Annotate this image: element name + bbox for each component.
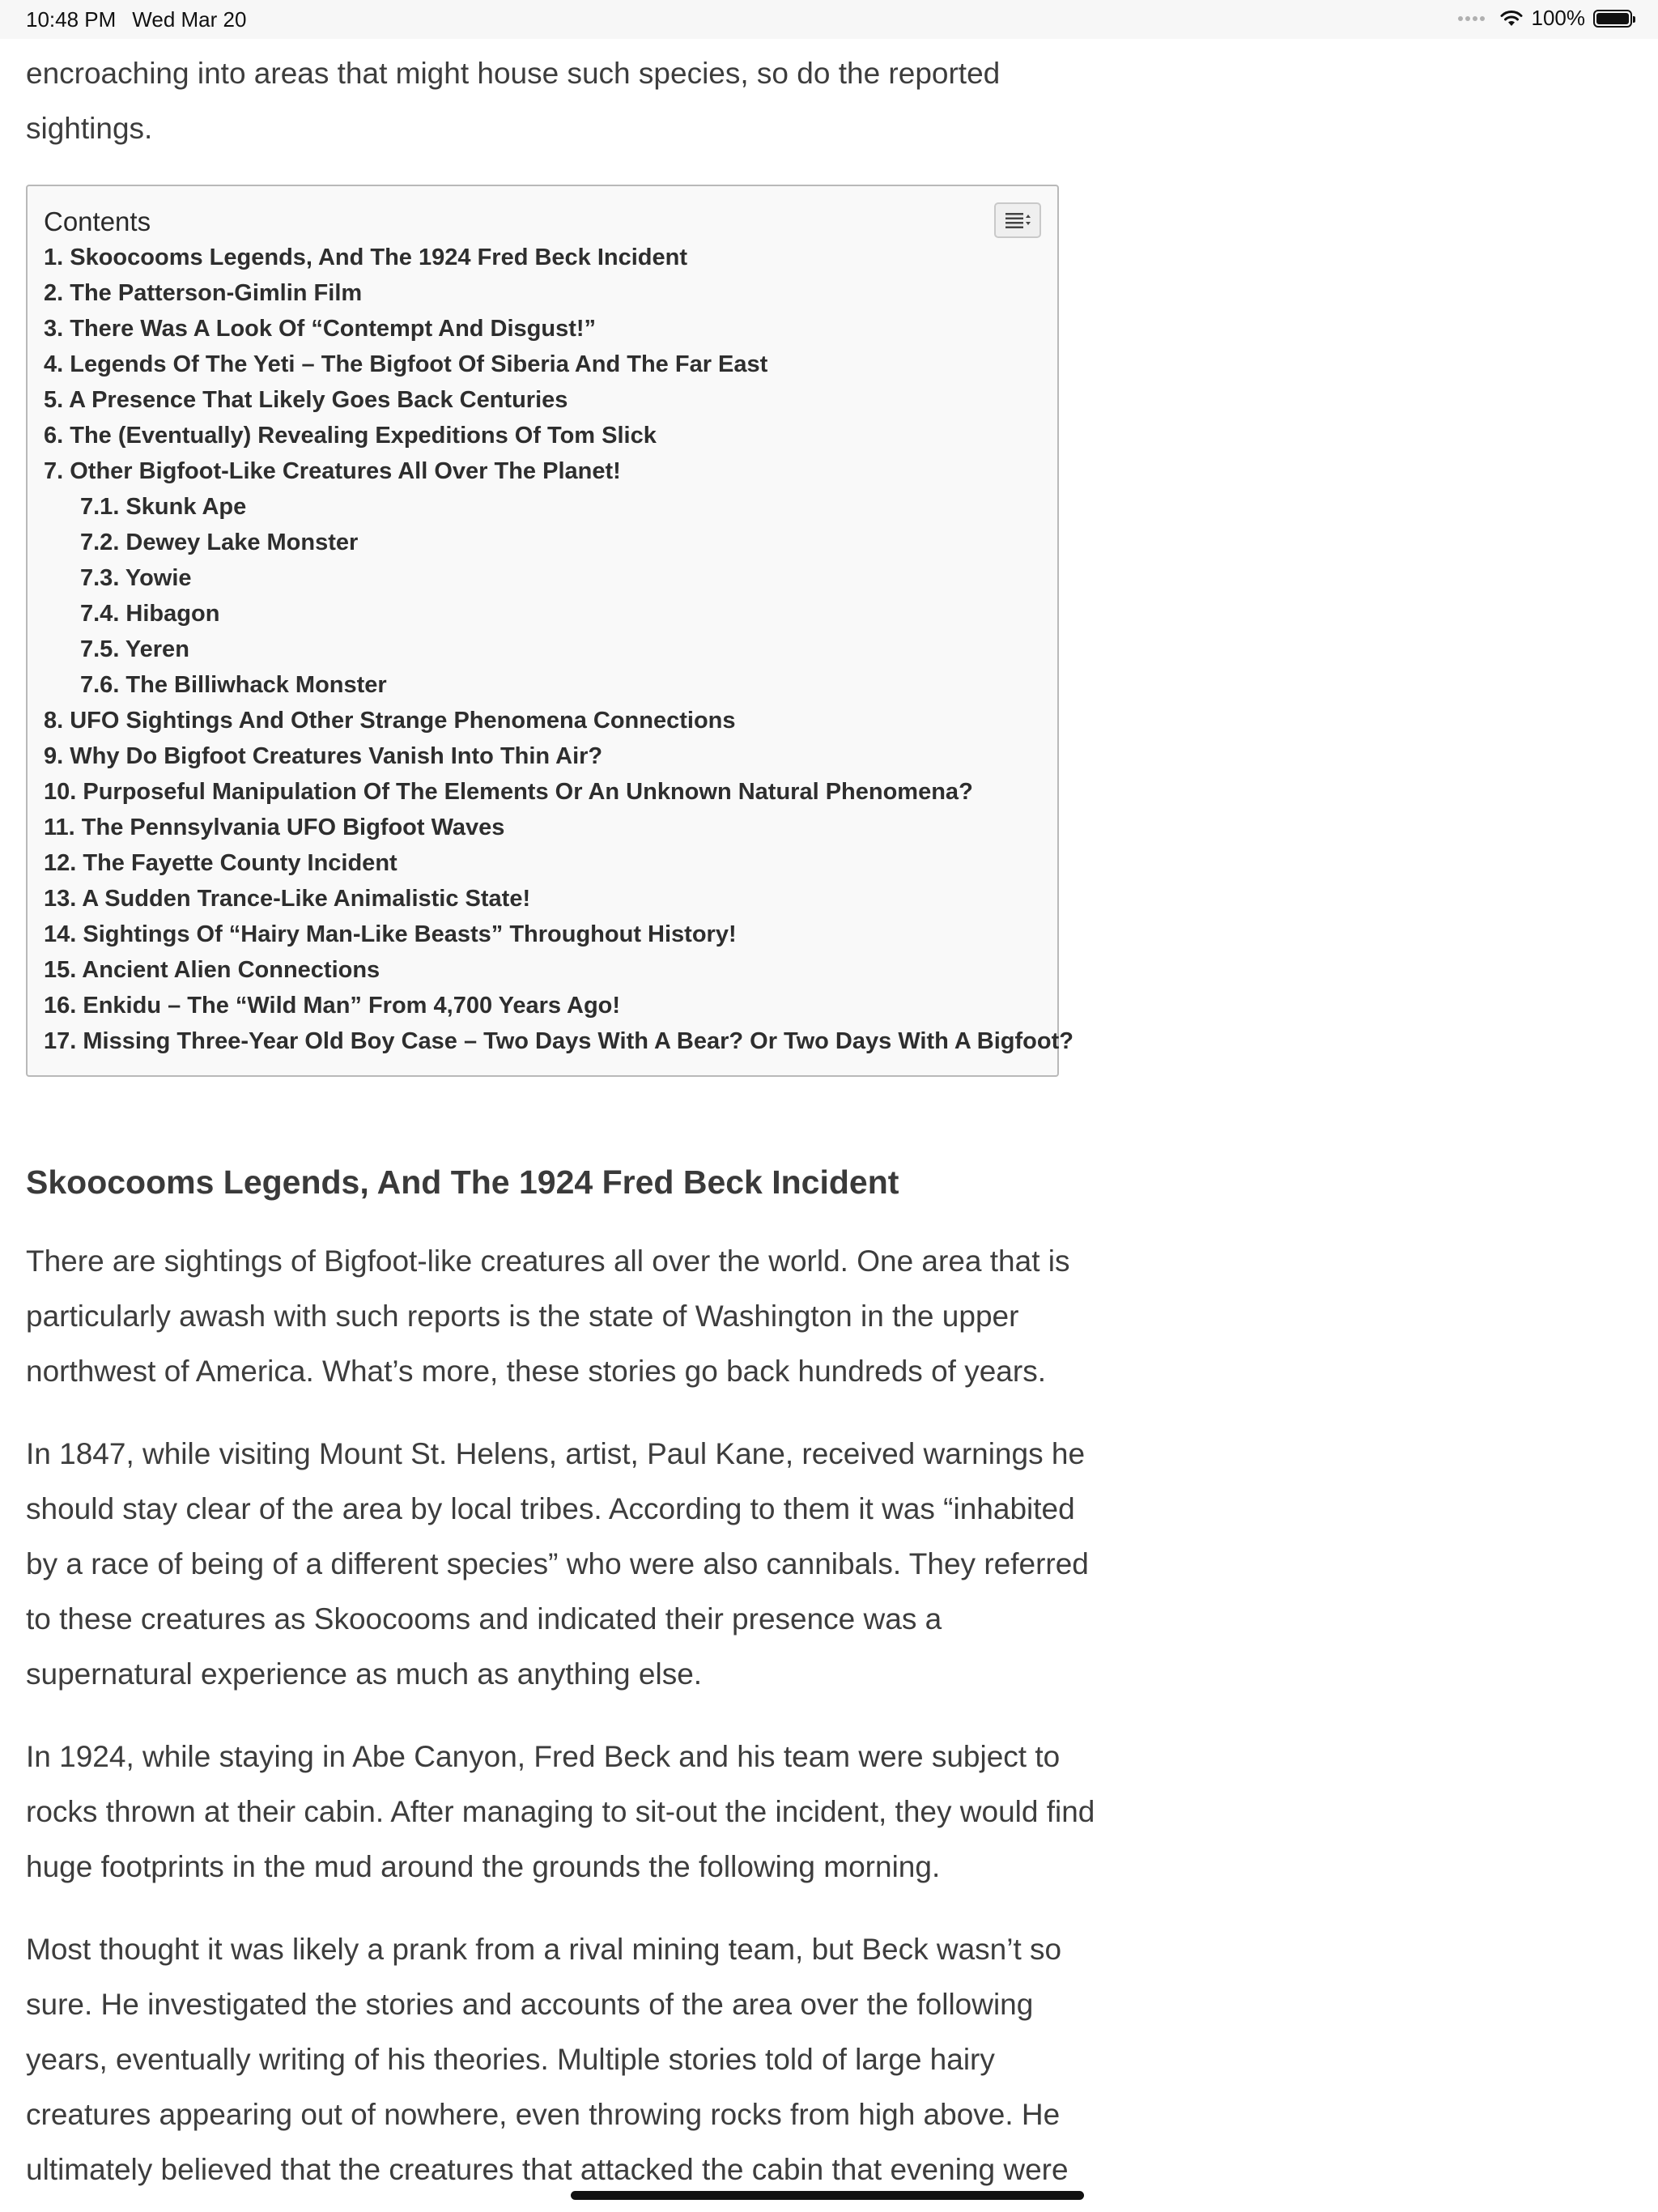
- toc-link[interactable]: 7.3. Yowie: [80, 565, 192, 591]
- body-paragraph-1: There are sightings of Bigfoot-like creatures all over the world. One area that is particularly awash with such reports is the state of Washington in the upper northwest of America. What’s more, these stories go back hundreds of years.: [26, 1244, 1070, 1388]
- status-time: 10:48 PM: [26, 7, 117, 32]
- toc-list: [44, 240, 1073, 1059]
- home-indicator[interactable]: [571, 2191, 1084, 2200]
- toc-link[interactable]: 1. Skoocooms Legends, And The 1924 Fred Beck Incident: [44, 245, 688, 270]
- status-indicators: [1458, 6, 1633, 31]
- body-paragraph-2: In 1847, while visiting Mount St. Helens, artist, Paul Kane, received warnings he should stay clear of the area by local tribes. According to them it was “inhabited by a race of being of a different species” who were also cannibals. They referred to these creatures as Skoocooms and indicated their presence was a supernatural experience as much as anything else.: [26, 1437, 1089, 1691]
- table-of-contents: [26, 185, 1073, 1077]
- toc-link[interactable]: 4. Legends Of The Yeti – The Bigfoot Of Siberia And The Far East: [44, 351, 768, 377]
- toc-link[interactable]: 11. The Pennsylvania UFO Bigfoot Waves: [44, 815, 505, 840]
- toc-title: Contents: [44, 206, 151, 236]
- status-date: Wed Mar 20: [132, 7, 247, 32]
- toc-link[interactable]: 7. Other Bigfoot-Like Creatures All Over The Planet!: [44, 458, 621, 484]
- toc-link[interactable]: 16. Enkidu – The “Wild Man” From 4,700 Years Ago!: [44, 993, 621, 1019]
- toc-toggle-button[interactable]: [994, 202, 1041, 238]
- cellular-signal-icon: [1458, 16, 1485, 21]
- toc-link[interactable]: 13. A Sudden Trance-Like Animalistic State!: [44, 886, 531, 912]
- toc-link[interactable]: 7.1. Skunk Ape: [80, 494, 247, 520]
- toc-link[interactable]: 8. UFO Sightings And Other Strange Phenomena Connections: [44, 708, 736, 734]
- toc-link[interactable]: 3. There Was A Look Of “Contempt And Disgust!”: [44, 316, 597, 342]
- article: [26, 39, 1103, 2197]
- toc-link[interactable]: 2. The Patterson-Gimlin Film: [44, 280, 363, 306]
- toc-link[interactable]: 15. Ancient Alien Connections: [44, 957, 380, 983]
- body-paragraph-4: Most thought it was likely a prank from a rival mining team, but Beck wasn’t so sure. He investigated the stories and accounts of the area over the following years, eventually writing of his theories. Multiple stories told of large hairy creatures appearing out of nowhere, even throwing rocks from high above. He ultimately believed that the creatures that attacked the cabin that evening were: [26, 1933, 1069, 2186]
- toc-link[interactable]: 7.4. Hibagon: [80, 601, 220, 627]
- toc-link[interactable]: 7.2. Dewey Lake Monster: [80, 530, 359, 555]
- toc-link[interactable]: 7.5. Yeren: [80, 636, 189, 662]
- status-bar: [0, 0, 1658, 39]
- toc-link[interactable]: 5. A Presence That Likely Goes Back Centuries: [44, 387, 568, 413]
- list-toggle-icon: [1004, 211, 1031, 229]
- toc-link[interactable]: 17. Missing Three-Year Old Boy Case – Two Days With A Bear? Or Two Days With A Bigfoot?: [44, 1028, 1073, 1054]
- section-heading: Skoocooms Legends, And The 1924 Fred Beck Incident: [26, 1163, 899, 1201]
- toc-link[interactable]: 7.6. The Billiwhack Monster: [80, 672, 387, 698]
- toc-link[interactable]: 10. Purposeful Manipulation Of The Elements Or An Unknown Natural Phenomena?: [44, 779, 973, 805]
- toc-link[interactable]: 9. Why Do Bigfoot Creatures Vanish Into Thin Air?: [44, 743, 603, 769]
- wifi-icon: [1499, 10, 1524, 28]
- toc-link[interactable]: 12. The Fayette County Incident: [44, 850, 397, 876]
- battery-percent: 100%: [1531, 6, 1585, 30]
- intro-paragraph: encroaching into areas that might house such species, so do the reported sightings.: [26, 57, 1001, 145]
- body-paragraph-3: In 1924, while staying in Abe Canyon, Fred Beck and his team were subject to rocks thrown at their cabin. After managing to sit-out the incident, they would find huge footprints in the mud around the grounds the following morning.: [26, 1740, 1095, 1883]
- status-time-date: [26, 7, 246, 32]
- toc-link[interactable]: 6. The (Eventually) Revealing Expeditions Of Tom Slick: [44, 423, 657, 449]
- toc-link[interactable]: 14. Sightings Of “Hairy Man-Like Beasts” Throughout History!: [44, 921, 737, 947]
- battery-icon: [1593, 10, 1632, 28]
